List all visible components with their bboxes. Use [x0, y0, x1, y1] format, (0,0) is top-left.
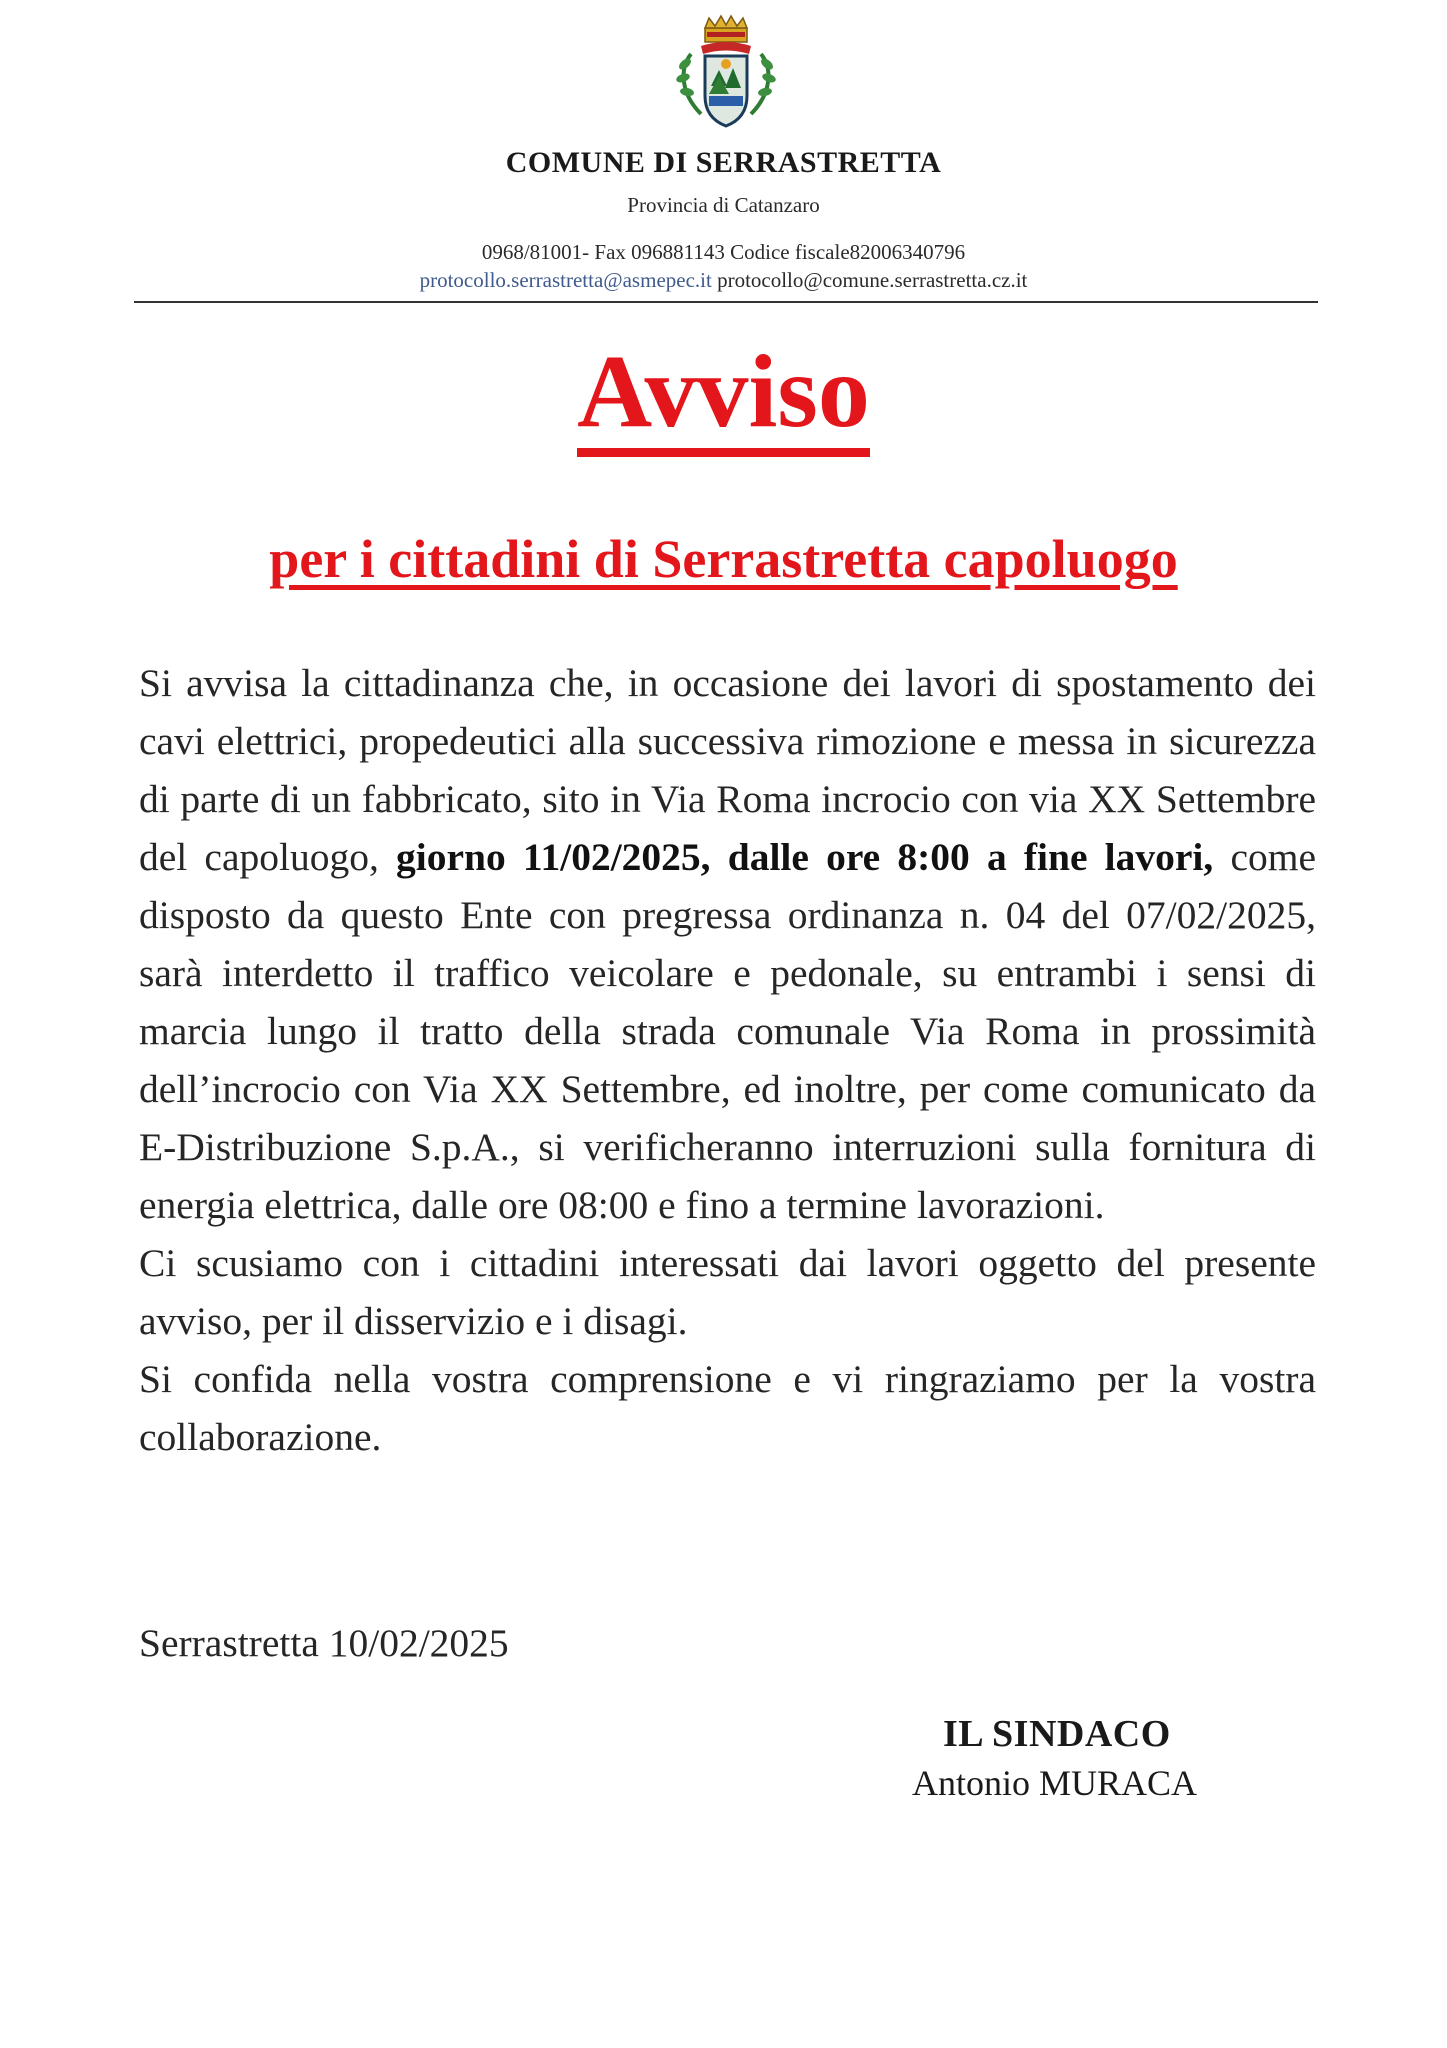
body-paragraph-2: Ci scusiamo con i cittadini interessati dai lavori oggetto del presente avviso, per il disservizio e i disagi. — [139, 1241, 1316, 1343]
coat-of-arms-icon — [671, 14, 781, 142]
pec-email-link[interactable]: protocollo.serrastretta@asmepec.it — [419, 268, 712, 292]
body-paragraph-3: Si confida nella vostra comprensione e vi ringraziamo per la vostra collaborazione. — [139, 1357, 1316, 1459]
signature-name: Antonio MURACA — [912, 1763, 1198, 1803]
body-paragraph-1-start: Si avvisa la cittadinanza che, in occasione dei lavori di spostamento dei cavi elettrici, propedeutici alla successiva rimozione e messa in sicurezza di parte di un fabbricato, sito in Via Roma incrocio con via XX Settembre del capoluogo, — [139, 661, 1316, 879]
notice-subtitle-text: per i cittadini di Serrastretta capoluogo — [269, 529, 1178, 589]
email-addresses — [0, 268, 1447, 293]
body-paragraph-1 — [139, 654, 1316, 1234]
email-link[interactable]: protocollo@comune.serrastretta.cz.it — [717, 268, 1028, 292]
place-and-date: Serrastretta 10/02/2025 — [139, 1621, 509, 1665]
notice-subtitle — [0, 528, 1447, 590]
notice-body — [139, 654, 1316, 1466]
province-name: Provincia di Catanzaro — [627, 193, 820, 217]
municipality-name: COMUNE DI SERRASTRETTA — [505, 146, 942, 179]
body-paragraph-1-end: come disposto da questo Ente con pregressa ordinanza n. 04 del 07/02/2025, sarà interdetto il traffico veicolare e pedonale, su entrambi i sensi di marcia lungo il tratto della strada comunale Via Roma in prossimità dell’incrocio con Via XX Settembre, ed inoltre, per come comunicato da E-Distribuzione S.p.A., si verificheranno interruzioni sulla fornitura di energia elettrica, dalle ore 08:00 e fino a termine lavorazioni. — [139, 835, 1316, 1227]
body-paragraph-1-highlight: giorno 11/02/2025, dalle ore 8:00 a fine lavori, — [396, 835, 1214, 879]
header-divider — [134, 301, 1318, 303]
notice-title-text: Avviso — [577, 340, 870, 457]
notice-title — [0, 335, 1447, 457]
signature-role: IL SINDACO — [943, 1713, 1171, 1755]
contact-info: 0968/81001- Fax 096881143 Codice fiscale82006340796 — [481, 240, 966, 264]
